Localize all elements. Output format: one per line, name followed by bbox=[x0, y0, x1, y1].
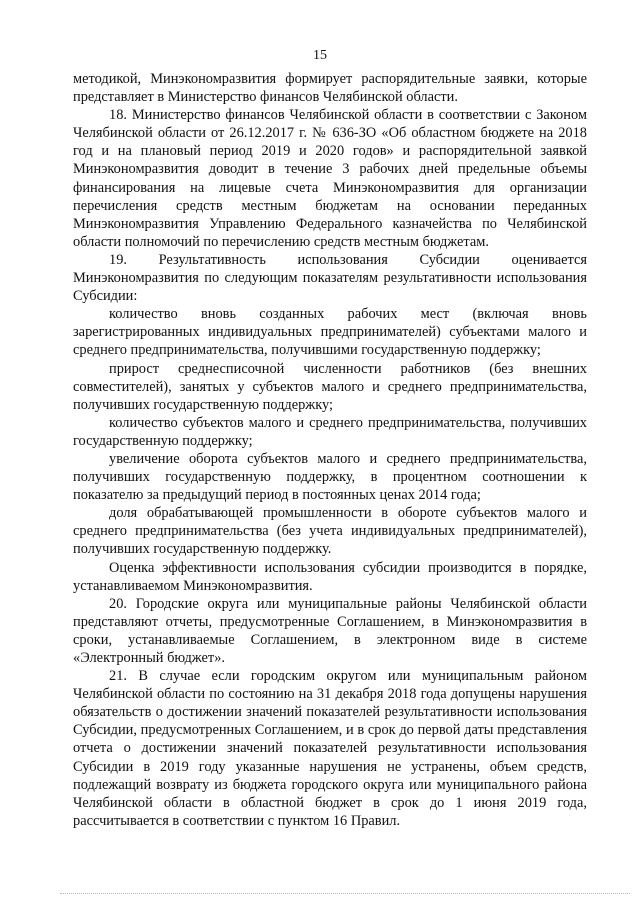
paragraph-item-18: 18. Министерство финансов Челябинской области в соответствии с Законом Челябинской области от 26.12.2017 г. № 636-ЗО «Об областном бюджете на 2018 год и на плановый период 2019 и 2020 годов» и распорядительной заявкой Минэкономразвития доводит в течение 3 рабочих дней предельные объемы финансирования на лицевые счета Минэкономразвития для организации перечисления средств местным бюджетам на основании переданных Минэкономразвития Управлению Федерального казначейства по Челябинской области полномочий по перечислению средств местным бюджетам. bbox=[73, 107, 587, 250]
paragraph-efficiency-assessment: Оценка эффективности использования субсидии производится в порядке, устанавливаемом Минэкономразвития. bbox=[73, 559, 587, 594]
indicator-new-jobs: количество вновь созданных рабочих мест (включая вновь зарегистрированных индивидуальных предпринимателей) субъектами малого и среднего предпринимательства, получившими государственную поддержку; bbox=[73, 306, 587, 359]
paragraph-item-20: 20. Городские округа или муниципальные районы Челябинской области представляют отчеты, предусмотренные Соглашением, в Минэкономразвития в сроки, устанавливаемые Соглашением, в электронном виде в системе «Электронный бюджет». bbox=[73, 595, 587, 666]
page-number: 15 bbox=[313, 48, 327, 63]
paragraph-item-21: 21. В случае если городским округом или муниципальным районом Челябинской области по состоянию на 31 декабря 2018 года допущены нарушения обязательств о достижении значений показателей результативности использования Субсидии, предусмотренных Соглашением, и в срок до первой даты представления отчета о достижении значений показателей результативности использования Субсидии в 2019 году указанные нарушения не устранены, объем средств, подлежащий возврату из бюджета городского округа или муниципального района Челябинской области в областной бюджет в срок до 1 июня 2019 года, рассчитывается в соответствии с пунктом 16 Правил. bbox=[73, 668, 587, 829]
indicator-employee-growth: прирост среднесписочной численности работников (без внешних совместителей), занятых у субъектов малого и среднего предпринимательства, получивших государственную поддержку; bbox=[73, 360, 587, 413]
document-body bbox=[73, 70, 587, 830]
indicator-turnover-increase: увеличение оборота субъектов малого и среднего предпринимательства, получивших государственную поддержку, в процентном соотношении к показателю за предыдущий период в постоянных ценах 2014 года; bbox=[73, 450, 587, 504]
indicator-subject-count: количество субъектов малого и среднего предпринимательства, получивших государственную поддержку; bbox=[73, 414, 587, 449]
scan-edge-divider bbox=[60, 893, 630, 896]
indicator-manufacturing-share: доля обрабатывающей промышленности в обороте субъектов малого и среднего предпринимательства (без учета индивидуальных предпринимателей), получивших государственную поддержку. bbox=[73, 505, 587, 558]
paragraph-item-19: 19. Результативность использования Субсидии оценивается Минэкономразвития по следующим показателям результативности использования Субсидии: bbox=[73, 251, 587, 305]
paragraph-continuation: методикой, Минэкономразвития формирует распорядительные заявки, которые представляет в Министерство финансов Челябинской области. bbox=[73, 71, 587, 106]
